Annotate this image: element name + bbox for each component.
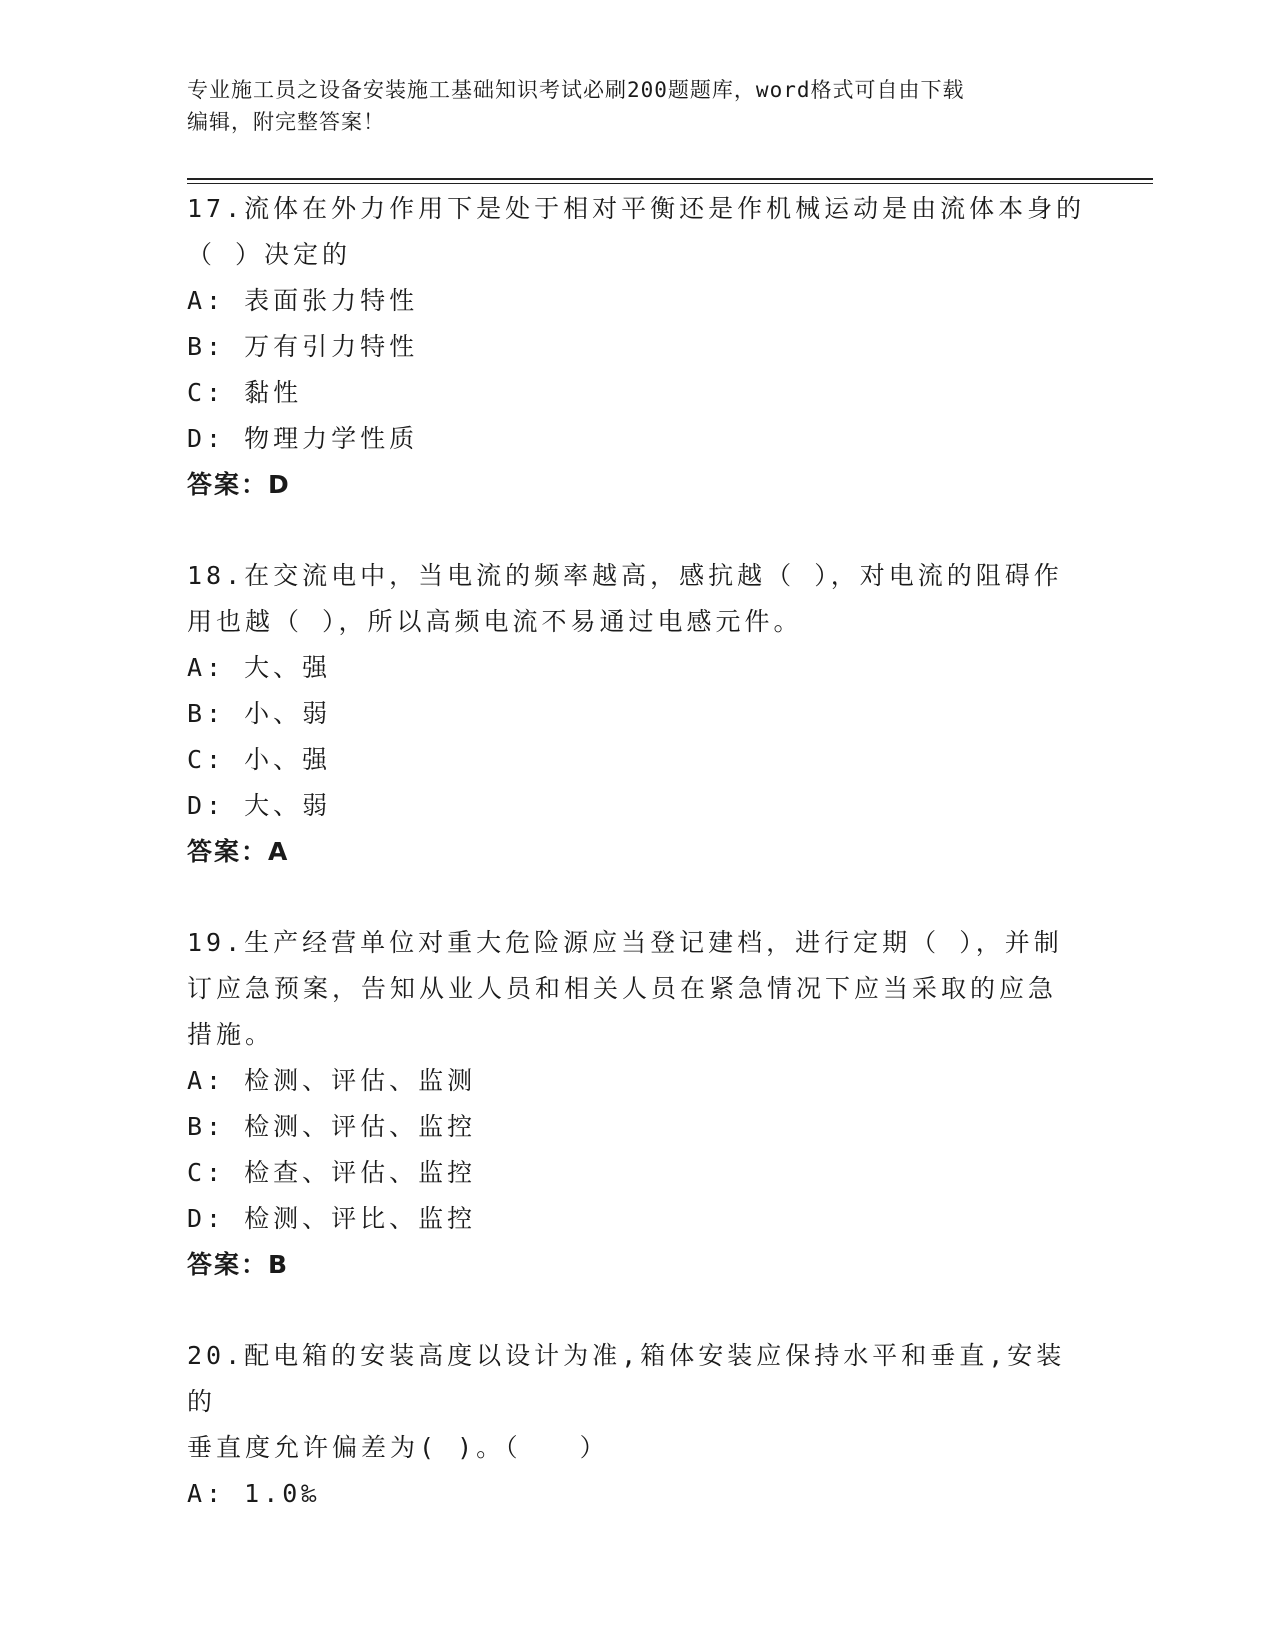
question-stem-line: 用也越（ ），所以高频电流不易通过电感元件。 [187,607,803,636]
header-divider-thick [187,178,1153,180]
answer-label: 答案：A [187,837,290,866]
question-19 [187,920,1087,1288]
option-b: B: 万有引力特性 [187,332,419,361]
question-stem-line: 垂直度允许偏差为( )。（ ） [187,1433,609,1462]
question-stem-line: 订应急预案，告知从业人员和相关人员在紧急情况下应当采取的应急 [187,974,1058,1003]
option-a: A: 表面张力特性 [187,286,419,315]
option-c: C: 小、强 [187,745,332,774]
option-a: A: 1.0‰ [187,1479,321,1508]
option-c: C: 检查、评估、监控 [187,1158,477,1187]
option-a: A: 检测、评估、监测 [187,1066,477,1095]
option-a: A: 大、强 [187,653,332,682]
question-stem-line: 18.在交流电中，当电流的频率越高，感抗越（ ），对电流的阻碍作 [187,561,1063,590]
option-d: D: 检测、评比、监控 [187,1204,477,1233]
question-stem-line: 措施。 [187,1020,275,1049]
option-d: D: 物理力学性质 [187,424,419,453]
question-list [187,186,1087,1562]
question-stem-line: 20.配电箱的安装高度以设计为准,箱体安装应保持水平和垂直,安装的 [187,1341,1066,1416]
question-20 [187,1333,1087,1517]
question-stem-line: 19.生产经营单位对重大危险源应当登记建档，进行定期（ ），并制 [187,928,1063,957]
question-stem-line: 17.流体在外力作用下是处于相对平衡还是作机械运动是由流体本身的 [187,194,1086,223]
answer-label: 答案：B [187,1250,290,1279]
question-17 [187,186,1087,508]
answer-label: 答案：D [187,470,291,499]
option-b: B: 小、弱 [187,699,332,728]
option-b: B: 检测、评估、监控 [187,1112,477,1141]
option-d: D: 大、弱 [187,791,332,820]
header-line-1: 专业施工员之设备安装施工基础知识考试必刷200题题库，word格式可自由下载 [187,78,965,102]
header-divider-thin [187,183,1153,184]
option-c: C: 黏性 [187,378,303,407]
header-line-2: 编辑，附完整答案！ [187,110,385,134]
question-18 [187,553,1087,875]
document-header [187,74,1087,138]
question-stem-line: （ ）决定的 [187,240,352,269]
